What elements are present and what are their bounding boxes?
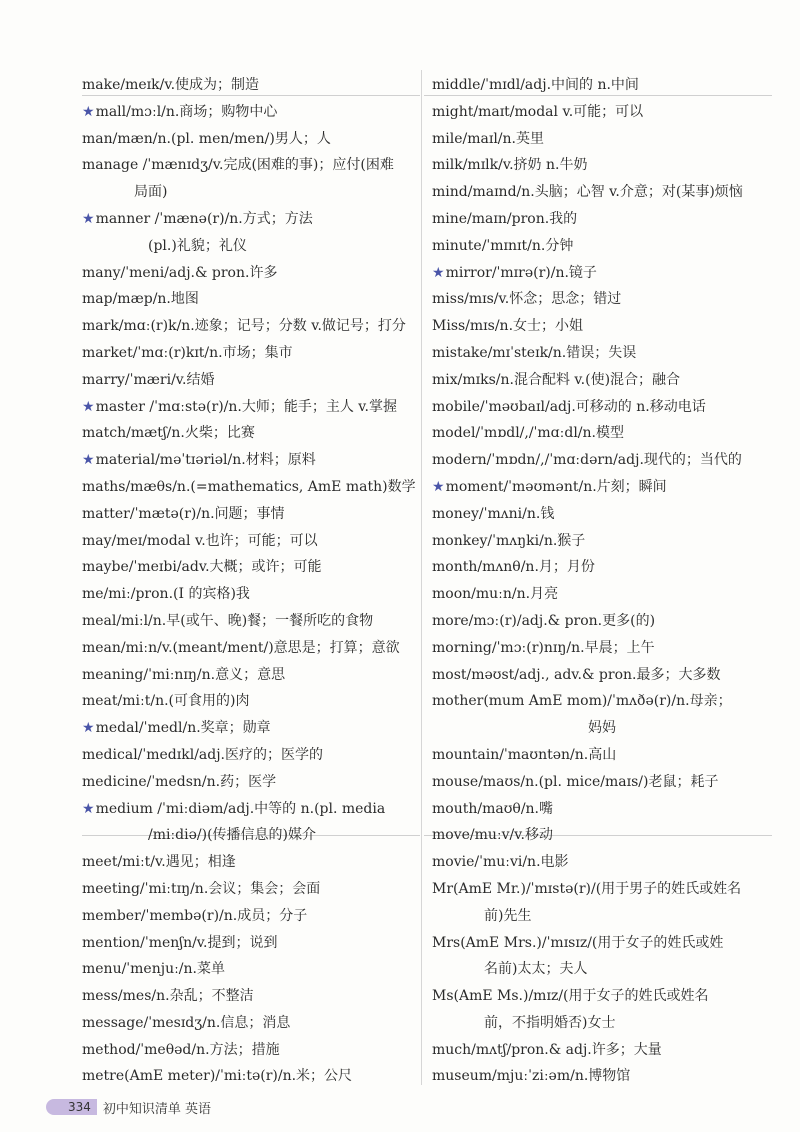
entry-text: milk/mɪlk/v.挤奶 n.牛奶 xyxy=(432,157,588,174)
entry-text: movie/ˈmuːvi/n.电影 xyxy=(432,854,569,871)
book-title: 初中知识清单 英语 xyxy=(102,1101,212,1117)
entry-continuation: 前，不指明婚否)女士 xyxy=(484,1014,616,1031)
entry-text: much/mʌtʃ/pron.& adj.许多；大量 xyxy=(432,1041,662,1058)
entry-text: mind/maɪnd/n.头脑；心智 v.介意；对(某事)烦恼 xyxy=(432,184,743,201)
entry-text: mouth/maʊθ/n.嘴 xyxy=(432,800,553,817)
word-entry xyxy=(432,769,772,796)
entry-text: maths/mæθs/n.(=mathematics, AmE math)数学 xyxy=(82,478,416,495)
word-entry xyxy=(432,742,772,769)
star-icon: ★ xyxy=(82,210,95,227)
word-entry xyxy=(432,822,772,849)
word-entry xyxy=(432,528,772,555)
word-entry xyxy=(82,474,416,501)
word-entry xyxy=(432,608,772,635)
entry-text: more/mɔː(r)/adj.& pron.更多(的) xyxy=(432,612,656,629)
entry-continuation: 名前)太太；夫人 xyxy=(484,961,588,978)
word-entry xyxy=(82,367,412,394)
left-column xyxy=(82,72,416,1090)
word-entry xyxy=(432,313,772,340)
entry-text: man/mæn/n.(pl. men/men/)男人；人 xyxy=(82,130,331,147)
entry-text: model/ˈmɒdl/,/ˈmɑːdl/n.模型 xyxy=(432,425,624,442)
entry-text: meat/miːt/n.(可食用的)肉 xyxy=(82,693,250,710)
entry-text: mistake/mɪˈsteɪk/n.错误；失误 xyxy=(432,344,637,361)
entry-text: modern/ˈmɒdn/,/ˈmɑːdərn/adj.现代的；当代的 xyxy=(432,452,742,469)
entry-text: mine/maɪn/pron.我的 xyxy=(432,210,578,227)
star-icon: ★ xyxy=(82,800,95,817)
entry-text: mile/maɪl/n.英里 xyxy=(432,130,544,147)
entry-text: medal/ˈmedl/n.奖章；勋章 xyxy=(95,720,271,737)
entry-text: move/muːv/v.移动 xyxy=(432,827,553,844)
entry-text: matter/ˈmætə(r)/n.问题；事情 xyxy=(82,505,285,522)
entry-text: middle/ˈmɪdl/adj.中间的 n.中间 xyxy=(432,77,639,93)
entry-text: make/meɪk/v.使成为；制造 xyxy=(82,77,260,93)
word-entry xyxy=(432,286,772,313)
word-entry xyxy=(82,260,412,287)
entry-continuation: (pl.)礼貌；礼仪 xyxy=(148,237,247,254)
word-entry xyxy=(82,1037,412,1064)
word-entry xyxy=(82,554,412,581)
word-entry xyxy=(82,581,412,608)
word-entry xyxy=(432,72,772,99)
entry-text: monkey/ˈmʌŋki/n.猴子 xyxy=(432,532,586,549)
word-entry xyxy=(432,126,772,153)
entry-text: map/mæp/n.地图 xyxy=(82,291,199,308)
entry-text: mix/mɪks/n.混合配料 v.(使)混合；融合 xyxy=(432,371,681,388)
entry-text: minute/ˈmɪnɪt/n.分钟 xyxy=(432,237,574,254)
word-entry xyxy=(432,99,772,126)
word-entry xyxy=(432,394,772,421)
word-entry xyxy=(432,581,772,608)
word-entry xyxy=(432,983,772,1037)
word-entry xyxy=(82,688,412,715)
entry-text: Miss/mɪs/n.女士；小姐 xyxy=(432,318,584,335)
word-entry xyxy=(432,688,772,742)
entry-text: mark/mɑː(r)k/n.迹象；记号；分数 v.做记号；打分 xyxy=(82,318,406,335)
entry-text: match/mætʃ/n.火柴；比赛 xyxy=(82,425,255,442)
entry-text: message/ˈmesɪdʒ/n.信息；消息 xyxy=(82,1014,291,1031)
word-entry xyxy=(432,260,772,287)
column-divider xyxy=(421,70,422,1085)
word-entry xyxy=(82,394,412,421)
word-entry xyxy=(82,769,412,796)
star-icon: ★ xyxy=(82,103,95,120)
word-entry xyxy=(82,662,412,689)
entry-text: medicine/ˈmedsn/n.药；医学 xyxy=(82,773,277,790)
entry-text: manner /ˈmænə(r)/n.方式；方法 xyxy=(95,210,313,227)
word-entry xyxy=(432,233,772,260)
word-entry xyxy=(432,179,772,206)
entry-text: money/ˈmʌni/n.钱 xyxy=(432,505,555,522)
word-entry xyxy=(432,662,772,689)
entry-text: mean/miːn/v.(meant/ment/)意思是；打算；意欲 xyxy=(82,639,400,656)
entry-text: metre(AmE meter)/ˈmiːtə(r)/n.米；公尺 xyxy=(82,1068,353,1085)
word-entry xyxy=(82,528,412,555)
entry-text: mall/mɔːl/n.商场；购物中心 xyxy=(95,103,278,120)
entry-text: meaning/ˈmiːnɪŋ/n.意义；意思 xyxy=(82,666,286,683)
word-entry xyxy=(432,1063,772,1090)
entry-continuation: 局面) xyxy=(134,184,168,201)
word-entry xyxy=(82,447,412,474)
entry-text: meal/miːl/n.早(或午、晚)餐；一餐所吃的食物 xyxy=(82,612,374,629)
entry-text: mouse/maʊs/n.(pl. mice/maɪs/)老鼠；耗子 xyxy=(432,773,719,790)
word-entry xyxy=(82,99,412,126)
entry-text: Ms(AmE Ms.)/mɪz/(用于女子的姓氏或姓名 xyxy=(432,988,709,1005)
entry-text: meet/miːt/v.遇见；相逢 xyxy=(82,854,236,871)
word-entry xyxy=(82,286,412,313)
entry-continuation: /miːdiə/)(传播信息的)媒介 xyxy=(148,827,317,844)
page-number: 334 xyxy=(46,1099,97,1115)
word-entry xyxy=(82,501,412,528)
entry-text: mother(mum AmE mom)/ˈmʌðə(r)/n.母亲； xyxy=(432,693,732,710)
word-entry xyxy=(432,554,772,581)
entry-text: medical/ˈmedɪkl/adj.医疗的；医学的 xyxy=(82,746,324,763)
entry-text: many/ˈmeni/adj.& pron.许多 xyxy=(82,264,278,281)
word-entry xyxy=(82,313,412,340)
word-entry xyxy=(432,152,772,179)
word-entry xyxy=(432,849,772,876)
entry-text: may/meɪ/modal v.也许；可能；可以 xyxy=(82,532,318,549)
word-entry xyxy=(82,126,412,153)
word-entry xyxy=(432,1037,772,1064)
word-entry xyxy=(82,903,412,930)
word-entry xyxy=(82,635,412,662)
entry-text: mess/mes/n.杂乱；不整洁 xyxy=(82,988,254,1005)
word-entry xyxy=(82,72,412,99)
entry-text: mirror/ˈmɪrə(r)/n.镜子 xyxy=(445,264,597,281)
word-entry xyxy=(82,956,412,983)
word-entry xyxy=(432,876,772,930)
entry-text: moon/muːn/n.月亮 xyxy=(432,586,559,603)
entry-text: most/məʊst/adj., adv.& pron.最多；大多数 xyxy=(432,666,721,683)
entry-text: master /ˈmɑːstə(r)/n.大师；能手；主人 v.掌握 xyxy=(95,398,397,415)
entry-text: meeting/ˈmiːtɪŋ/n.会议；集会；会面 xyxy=(82,880,321,897)
page-footer xyxy=(46,1097,211,1117)
word-entry xyxy=(82,206,412,260)
word-entry xyxy=(82,152,412,206)
word-entry xyxy=(432,206,772,233)
star-icon: ★ xyxy=(82,398,95,415)
entry-text: market/ˈmɑː(r)kɪt/n.市场；集市 xyxy=(82,344,293,361)
entry-text: moment/ˈməʊmənt/n.片刻；瞬间 xyxy=(445,478,667,495)
word-entry xyxy=(432,420,772,447)
entry-text: might/maɪt/modal v.可能；可以 xyxy=(432,103,644,120)
word-entry xyxy=(432,474,772,501)
entry-text: material/məˈtɪəriəl/n.材料；原料 xyxy=(95,452,316,469)
word-entry xyxy=(432,340,772,367)
entry-text: miss/mɪs/v.怀念；思念；错过 xyxy=(432,291,622,308)
word-entry xyxy=(432,635,772,662)
entry-text: mobile/ˈməʊbaɪl/adj.可移动的 n.移动电话 xyxy=(432,398,706,415)
word-entry xyxy=(82,796,412,850)
entry-continuation: 妈妈 xyxy=(588,720,616,737)
entry-text: mention/ˈmenʃn/v.提到；说到 xyxy=(82,934,278,951)
word-entry xyxy=(82,930,412,957)
entry-text: month/mʌnθ/n.月；月份 xyxy=(432,559,595,576)
entry-text: method/ˈmeθəd/n.方法；措施 xyxy=(82,1041,280,1058)
entry-continuation: 前)先生 xyxy=(484,907,532,924)
star-icon: ★ xyxy=(82,720,95,737)
word-entry xyxy=(82,983,412,1010)
word-entry xyxy=(432,501,772,528)
word-entry xyxy=(432,930,772,984)
star-icon: ★ xyxy=(432,478,445,495)
entry-text: mountain/ˈmaʊntən/n.高山 xyxy=(432,746,617,763)
entry-text: marry/ˈmæri/v.结婚 xyxy=(82,371,215,388)
star-icon: ★ xyxy=(82,452,95,469)
word-entry xyxy=(82,340,412,367)
word-entry xyxy=(432,796,772,823)
word-entry xyxy=(82,420,412,447)
word-entry xyxy=(82,608,412,635)
word-entry xyxy=(432,447,772,474)
word-entry xyxy=(82,1010,412,1037)
entry-text: maybe/ˈmeɪbi/adv.大概；或许；可能 xyxy=(82,559,322,576)
word-entry xyxy=(82,876,412,903)
entry-text: member/ˈmembə(r)/n.成员；分子 xyxy=(82,907,308,924)
word-entry xyxy=(82,742,412,769)
word-entry xyxy=(82,849,412,876)
star-icon: ★ xyxy=(432,264,445,281)
entry-text: manage /ˈmænɪdʒ/v.完成(困难的事)；应付(困难 xyxy=(82,157,394,174)
entry-text: Mrs(AmE Mrs.)/ˈmɪsɪz/(用于女子的姓氏或姓 xyxy=(432,934,724,951)
word-entry xyxy=(82,1063,412,1090)
entry-text: me/miː/pron.(I 的宾格)我 xyxy=(82,586,250,603)
word-entry xyxy=(432,367,772,394)
right-column xyxy=(432,72,772,1090)
entry-text: medium /ˈmiːdiəm/adj.中等的 n.(pl. media xyxy=(95,800,386,817)
entry-text: museum/mjuːˈziːəm/n.博物馆 xyxy=(432,1068,631,1085)
entry-text: menu/ˈmenjuː/n.菜单 xyxy=(82,961,225,978)
entry-text: Mr(AmE Mr.)/ˈmɪstə(r)/(用于男子的姓氏或姓名 xyxy=(432,880,742,897)
entry-text: morning/ˈmɔː(r)nɪŋ/n.早晨；上午 xyxy=(432,639,655,656)
word-entry xyxy=(82,715,412,742)
